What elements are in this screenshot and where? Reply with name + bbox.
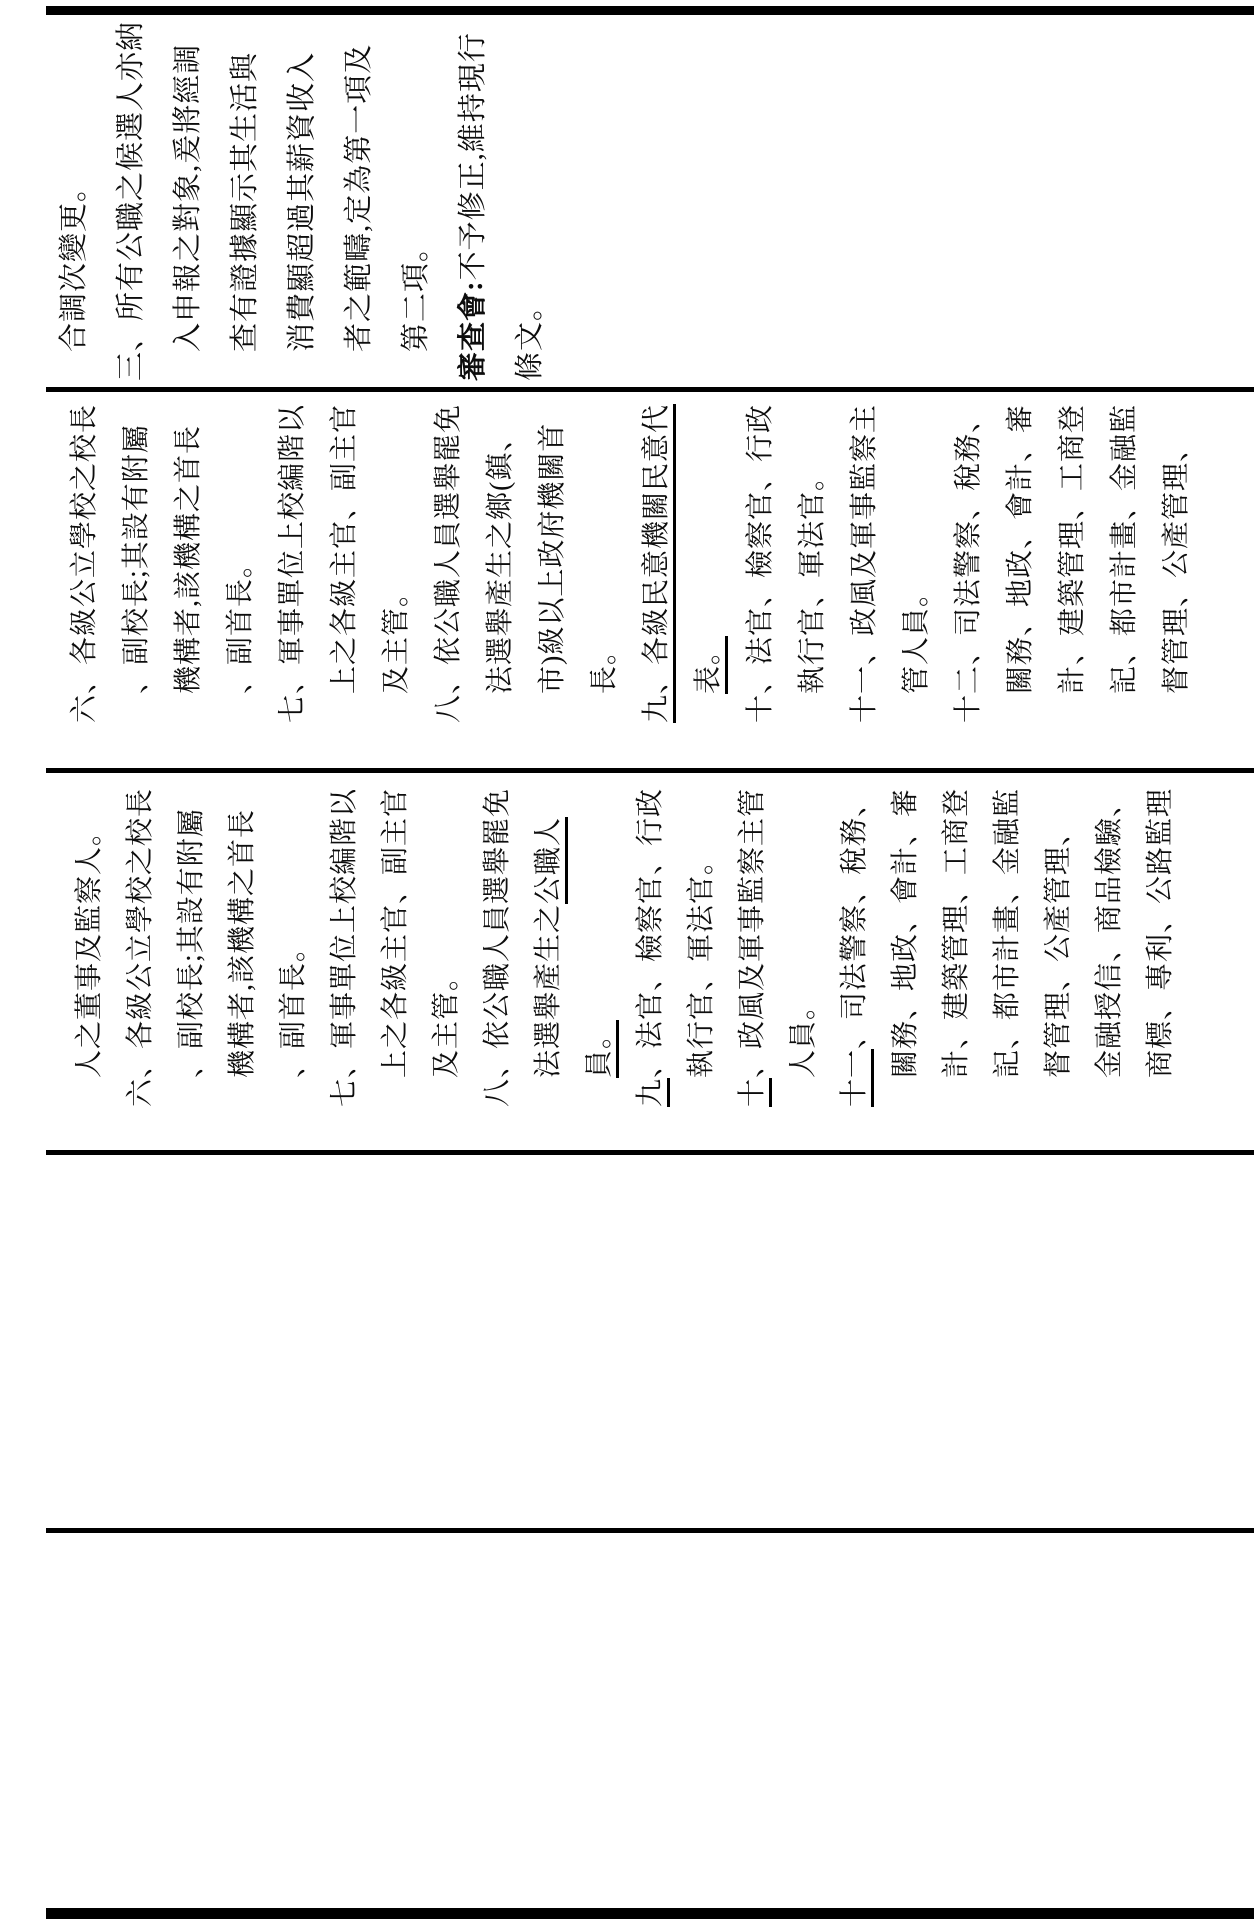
text-segment: 金融授信、商品檢驗、 bbox=[1094, 787, 1125, 1078]
text-segment: 市)級以上政府機關首 bbox=[537, 422, 568, 694]
text-segment: 記、都市計畫、金融監 bbox=[992, 787, 1023, 1078]
text-line bbox=[527, 401, 579, 723]
text-segment: 機構者,該機構之首長 bbox=[173, 424, 204, 694]
text-line bbox=[1047, 401, 1099, 723]
text-line bbox=[1033, 785, 1084, 1107]
text-segment: 計、建築管理、工商登 bbox=[941, 787, 972, 1078]
text-segment: 督管理、公產管理、 bbox=[1161, 432, 1192, 694]
underlined-text-segment: 公職人 bbox=[533, 817, 568, 904]
text-line bbox=[1151, 401, 1203, 723]
text-line bbox=[523, 785, 574, 1107]
underlined-text-segment: 員。 bbox=[584, 1020, 619, 1078]
text-line bbox=[103, 19, 160, 381]
underlined-text-segment: 九、各級民意機關民意代 bbox=[641, 404, 676, 723]
text-line bbox=[735, 401, 787, 723]
text-line bbox=[787, 401, 839, 723]
text-line bbox=[268, 785, 319, 1107]
text-block bbox=[59, 401, 1203, 723]
text-segment: 八、依公職人員選舉罷免 bbox=[482, 787, 513, 1107]
text-segment: 及主管。 bbox=[381, 577, 412, 694]
text-line bbox=[166, 785, 217, 1107]
text-block bbox=[46, 19, 559, 381]
text-line bbox=[839, 401, 891, 723]
underlined-text-segment: 十一 bbox=[839, 1049, 874, 1107]
text-line bbox=[319, 785, 370, 1107]
table-rule-4 bbox=[46, 1150, 1254, 1155]
text-line bbox=[160, 19, 217, 381]
text-segment: 計、建築管理、工商登 bbox=[1057, 403, 1088, 694]
table-rule-outer-right bbox=[46, 6, 1254, 15]
text-line bbox=[472, 785, 523, 1107]
text-segment: 七、軍事單位上校編階以 bbox=[277, 403, 308, 723]
text-segment: 、政風及軍事監察主管 bbox=[737, 787, 768, 1078]
text-segment: 、副校長;其設有附屬 bbox=[121, 424, 152, 694]
text-line bbox=[388, 19, 445, 381]
text-segment: 機構者,該機構之首長 bbox=[227, 808, 258, 1078]
text-line bbox=[217, 19, 274, 381]
text-segment: 人之董事及監察人。 bbox=[74, 816, 105, 1078]
text-line bbox=[319, 401, 371, 723]
text-line bbox=[371, 401, 423, 723]
text-segment: 十一、政風及軍事監察主 bbox=[849, 403, 880, 723]
text-segment: 查有證據顯示其生活與 bbox=[229, 51, 261, 352]
text-segment: 、副首長。 bbox=[278, 932, 309, 1078]
text-segment: 及主管。 bbox=[431, 961, 462, 1078]
text-segment: 上之各級主官、副主官 bbox=[380, 787, 411, 1078]
text-line bbox=[475, 401, 527, 723]
text-line bbox=[631, 401, 683, 723]
text-line bbox=[423, 401, 475, 723]
text-line bbox=[64, 785, 115, 1107]
text-segment: 十二、司法警察、稅務、 bbox=[953, 403, 984, 723]
text-segment: 八、依公職人員選舉罷免 bbox=[433, 403, 464, 723]
text-line bbox=[574, 785, 625, 1107]
underlined-text-segment: 表。 bbox=[693, 636, 728, 694]
text-segment: 十、法官、檢察官、行政 bbox=[745, 403, 776, 723]
text-segment: 條文。 bbox=[514, 290, 546, 381]
table-rule-outer-left bbox=[46, 1908, 1254, 1919]
text-line bbox=[625, 785, 676, 1107]
text-line bbox=[931, 785, 982, 1107]
column-amendment-text-a bbox=[59, 401, 1203, 723]
text-line bbox=[215, 401, 267, 723]
text-segment: 記、都市計畫、金融監 bbox=[1109, 403, 1140, 694]
text-segment: 法選舉產生之鄉(鎮、 bbox=[485, 422, 516, 694]
table-rule-2 bbox=[46, 387, 1254, 392]
text-line bbox=[995, 401, 1047, 723]
table-rule-5 bbox=[46, 1528, 1254, 1533]
text-line bbox=[421, 785, 472, 1107]
text-line bbox=[267, 401, 319, 723]
text-segment: 三、所有公職之候選人亦納 bbox=[115, 20, 147, 381]
text-segment: 法選舉產生之 bbox=[533, 903, 564, 1078]
text-line bbox=[676, 785, 727, 1107]
column-explanation bbox=[46, 19, 559, 381]
text-line bbox=[982, 785, 1033, 1107]
text-line bbox=[115, 785, 166, 1107]
text-segment: 執行官、軍法官。 bbox=[797, 461, 828, 694]
text-line bbox=[59, 401, 111, 723]
text-segment: 關務、地政、會計、審 bbox=[1005, 403, 1036, 694]
text-segment: 督管理、公產管理、 bbox=[1043, 816, 1074, 1078]
text-line bbox=[217, 785, 268, 1107]
text-segment: 管人員。 bbox=[901, 577, 932, 694]
text-line bbox=[1099, 401, 1151, 723]
text-line bbox=[331, 19, 388, 381]
text-line bbox=[274, 19, 331, 381]
table-rule-3 bbox=[46, 768, 1254, 773]
text-segment: 不予修正,維持現行 bbox=[457, 32, 489, 281]
text-segment: 執行官、軍法官。 bbox=[686, 845, 717, 1078]
text-segment: 關務、地政、會計、審 bbox=[890, 787, 921, 1078]
text-line bbox=[880, 785, 931, 1107]
text-segment: 、法官、檢察官、行政 bbox=[635, 787, 666, 1078]
text-segment: 長。 bbox=[589, 635, 620, 694]
text-line bbox=[445, 19, 502, 381]
text-line bbox=[1084, 785, 1135, 1107]
text-segment: 六、各級公立學校之校長 bbox=[69, 403, 100, 723]
text-segment: 人員。 bbox=[788, 990, 819, 1078]
text-line bbox=[829, 785, 880, 1107]
text-line bbox=[1135, 785, 1186, 1107]
text-segment: 商標、專利、公路監理 bbox=[1145, 787, 1176, 1078]
text-segment: 入申報之對象,爰將經調 bbox=[172, 43, 204, 352]
text-segment: 上之各級主官、副主官 bbox=[329, 403, 360, 694]
text-segment: 、副校長;其設有附屬 bbox=[176, 808, 207, 1078]
text-line bbox=[46, 19, 103, 381]
text-segment: 、副首長。 bbox=[225, 548, 256, 694]
bold-text-segment: 審查會: bbox=[457, 280, 489, 381]
underlined-text-segment: 十 bbox=[737, 1078, 772, 1107]
text-segment: 消費顯超過其薪資收入 bbox=[286, 51, 318, 352]
text-block bbox=[64, 785, 1186, 1107]
text-line bbox=[727, 785, 778, 1107]
text-line bbox=[370, 785, 421, 1107]
text-line bbox=[163, 401, 215, 723]
text-line bbox=[943, 401, 995, 723]
column-amendment-text-b bbox=[64, 785, 1186, 1107]
text-segment: 七、軍事單位上校編階以 bbox=[329, 787, 360, 1107]
text-line bbox=[891, 401, 943, 723]
text-line bbox=[502, 19, 559, 381]
text-segment: 合調次變更。 bbox=[58, 171, 90, 352]
text-segment: 者之範疇,定為第一項及 bbox=[343, 43, 375, 352]
text-line bbox=[778, 785, 829, 1107]
text-segment: 第二項。 bbox=[400, 231, 432, 352]
text-segment: 六、各級公立學校之校長 bbox=[125, 787, 156, 1107]
text-line bbox=[579, 401, 631, 723]
text-line bbox=[111, 401, 163, 723]
underlined-text-segment: 九 bbox=[635, 1078, 670, 1107]
text-line bbox=[683, 401, 735, 723]
text-segment: 、司法警察、稅務、 bbox=[839, 787, 870, 1049]
